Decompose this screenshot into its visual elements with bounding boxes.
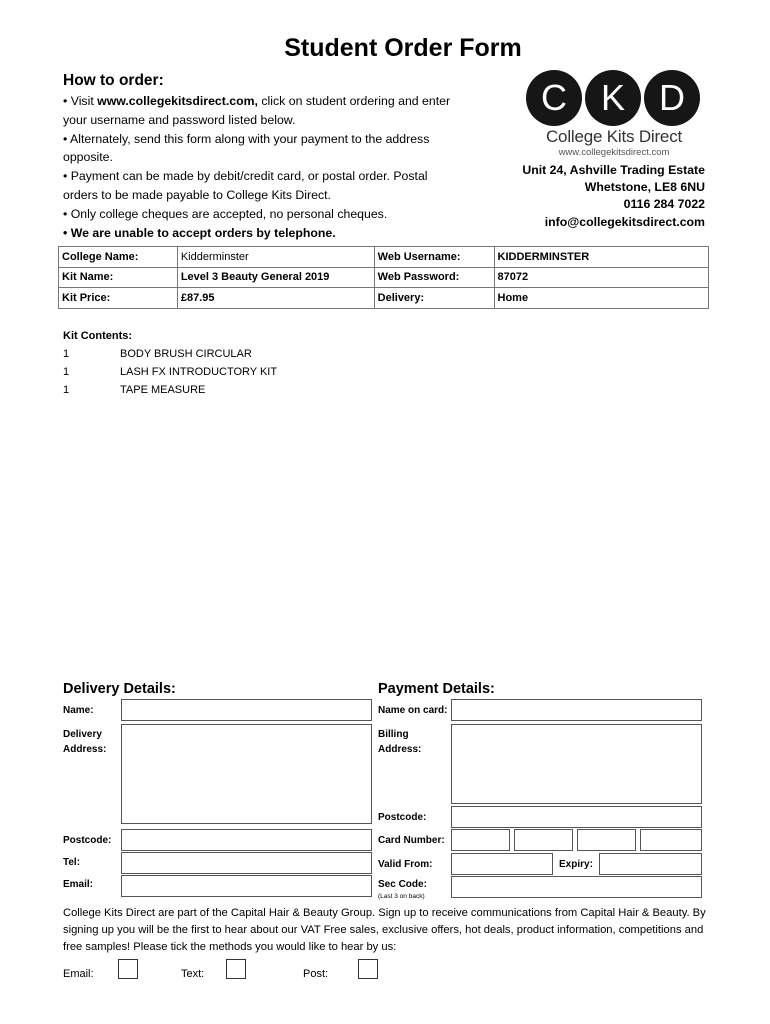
company-email[interactable]: info@collegekitsdirect.com: [544, 214, 705, 229]
web-username-value: KIDDERMINSTER: [494, 247, 709, 268]
list-item: 1 TAPE MEASURE: [63, 384, 206, 396]
instruction-visit: • Visit www.collegekitsdirect.com, click on student ordering and enter your username and password listed below.: [63, 94, 451, 127]
instruction-telephone: • We are unable to accept orders by telephone.: [63, 225, 336, 240]
instruction-post: • Alternately, send this form along with your payment to the address opposite.: [63, 131, 430, 165]
logo-letter-d: D: [644, 70, 700, 126]
how-to-order-heading: How to order:: [63, 72, 164, 89]
sec-code-note: (Last 3 on back): [378, 893, 425, 900]
logo-url: www.collegekitsdirect.com: [558, 147, 670, 158]
post-optin-label: Post:: [303, 968, 329, 980]
email-label: Email:: [63, 879, 94, 890]
order-info-table: [58, 246, 709, 309]
email-optin-checkbox[interactable]: [118, 959, 138, 979]
delivery-postcode-input[interactable]: [121, 829, 372, 851]
college-name-label: College Name:: [59, 247, 178, 268]
valid-from-input[interactable]: [451, 853, 553, 875]
sec-code-label: Sec Code:: [378, 879, 427, 890]
delivery-name-label: Name:: [63, 705, 94, 716]
company-phone: 0116 284 7022: [623, 197, 705, 212]
name-on-card-label: Name on card:: [378, 705, 448, 716]
kit-price-value: £87.95: [177, 288, 374, 309]
expiry-label: Expiry:: [559, 859, 593, 870]
kit-contents-heading: Kit Contents:: [63, 330, 133, 342]
kit-name-value: Level 3 Beauty General 2019: [177, 267, 374, 288]
delivery-type-value: Home: [494, 288, 709, 309]
billing-postcode-input[interactable]: [451, 806, 702, 828]
expiry-input[interactable]: [599, 853, 702, 875]
company-address: Unit 24, Ashville Trading Estate Whetstone, LE8 6NU 0116 284 7022 info@collegekitsdirect.com: [522, 162, 705, 231]
payment-details-heading: Payment Details:: [378, 681, 495, 697]
logo-company-name: College Kits Direct: [545, 127, 683, 146]
text-optin-checkbox[interactable]: [226, 959, 246, 979]
billing-postcode-label: Postcode:: [378, 812, 427, 823]
page-title: Student Order Form: [284, 34, 522, 62]
kit-name-label: Kit Name:: [59, 267, 178, 288]
text-optin-label: Text:: [181, 968, 205, 980]
delivery-type-label: Delivery:: [374, 288, 494, 309]
delivery-address-label: Delivery Address:: [63, 729, 107, 755]
kit-price-label: Kit Price:: [59, 288, 178, 309]
logo-letter-k: K: [585, 70, 641, 126]
list-item: 1 BODY BRUSH CIRCULAR: [63, 348, 252, 360]
email-input[interactable]: [121, 875, 372, 897]
web-username-label: Web Username:: [374, 247, 494, 268]
sec-code-input[interactable]: [451, 876, 702, 898]
delivery-postcode-label: Postcode:: [63, 835, 112, 846]
card-number-label: Card Number:: [378, 835, 445, 846]
logo-letter-c: C: [526, 70, 582, 126]
card-number-input-1[interactable]: [451, 829, 510, 851]
name-on-card-input[interactable]: [451, 699, 702, 721]
delivery-address-input[interactable]: [121, 724, 372, 824]
list-item: 1 LASH FX INTRODUCTORY KIT: [63, 366, 278, 378]
delivery-name-input[interactable]: [121, 699, 372, 721]
tel-label: Tel:: [63, 857, 81, 868]
tel-input[interactable]: [121, 852, 372, 874]
kit-contents: [63, 327, 277, 399]
instructions: [63, 92, 453, 242]
card-number-input-4[interactable]: [640, 829, 702, 851]
post-optin-checkbox[interactable]: [358, 959, 378, 979]
marketing-consent-text: College Kits Direct are part of the Capital Hair & Beauty Group. Sign up to receive communications from Capital Hair & Beauty. By signing up you will be the first to hear about our VAT Free sales, exclusive offers, hot deals, product information, competitions and free samples! Please tick the methods you would like to hear by us:: [63, 907, 706, 954]
website-link[interactable]: www.collegekitsdirect.com,: [97, 94, 258, 108]
card-number-input-2[interactable]: [514, 829, 573, 851]
email-optin-label: Email:: [63, 968, 94, 980]
instruction-cheques: • Only college cheques are accepted, no personal cheques.: [63, 206, 388, 221]
college-name-value: Kidderminster: [177, 247, 374, 268]
web-password-value: 87072: [494, 267, 709, 288]
delivery-details-heading: Delivery Details:: [63, 681, 176, 697]
web-password-label: Web Password:: [374, 267, 494, 288]
instruction-payment: • Payment can be made by debit/credit card, or postal order. Postal orders to be made payable to College Kits Direct.: [63, 169, 428, 202]
ckd-logo: [526, 70, 702, 158]
billing-address-label: Billing Address:: [378, 729, 422, 755]
valid-from-label: Valid From:: [378, 859, 433, 870]
card-number-input-3[interactable]: [577, 829, 636, 851]
billing-address-input[interactable]: [451, 724, 702, 804]
